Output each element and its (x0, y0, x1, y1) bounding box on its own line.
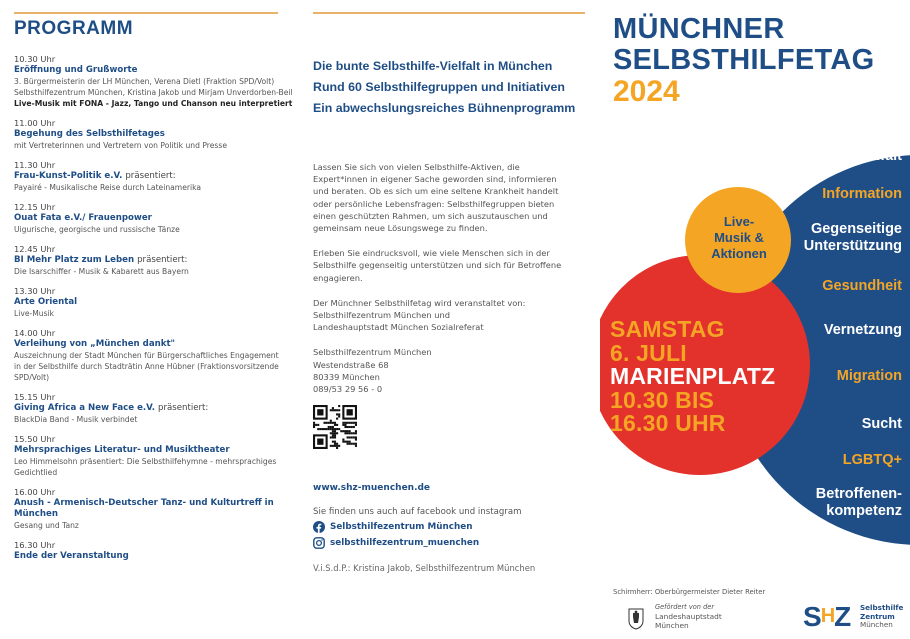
program-item (14, 487, 294, 531)
program-name (14, 551, 294, 562)
act-name: Frau-Kunst-Politik e.V. (14, 171, 123, 181)
facebook-label: Selbsthilfezentrum München (330, 522, 473, 533)
program-item (14, 118, 294, 151)
date-line: 6. JULI (610, 339, 687, 366)
title-line: SELBSTHILFETAG (613, 44, 875, 76)
program-description: 3. Bürgermeisterin der LH München, Verena Dietl (Fraktion SPD/Volt) (14, 77, 275, 86)
facebook-link[interactable] (313, 521, 585, 533)
topic-label (816, 486, 902, 520)
divider (313, 12, 585, 14)
act-name: Verleihung von „München dankt" (14, 339, 176, 349)
phone-number: 089/53 29 56 - 0 (313, 384, 383, 395)
topic-list (600, 0, 910, 639)
program-name (14, 297, 294, 308)
time-line: 10.30 BIS (610, 386, 715, 413)
topic-label (837, 368, 902, 385)
program-item (14, 328, 294, 383)
topic-label (824, 322, 902, 339)
headlines (313, 56, 585, 119)
topic-line: Unterstützung (803, 238, 902, 254)
info-column (313, 56, 585, 573)
program-time: 16.00 Uhr (14, 487, 56, 497)
qr-code[interactable] (313, 405, 357, 477)
text-line: Der Münchner Selbsthilfetag wird veranstaltet von: (313, 297, 526, 308)
presents-label: präsentiert: (158, 403, 209, 413)
experience-paragraph (313, 247, 585, 284)
shz-name-line: Zentrum (860, 611, 895, 621)
program-name (14, 339, 294, 350)
divider (14, 12, 278, 14)
topic-label (822, 186, 902, 203)
topic-line: Sucht (861, 416, 902, 432)
website-link[interactable]: www.shz-muenchen.de (313, 483, 431, 494)
organizer-paragraph (313, 297, 585, 334)
program-item (14, 286, 294, 319)
topic-line: Vielfalt (854, 148, 902, 164)
social-intro: Sie finden uns auch auf facebook und instagram (313, 507, 522, 518)
logo-letter: S (803, 601, 821, 632)
program-time: 15.15 Uhr (14, 392, 56, 402)
act-name: Giving Africa a New Face e.V. (14, 403, 155, 413)
text-line: Selbsthilfe gegenseitig unterstützen und sich für Betroffene (313, 260, 562, 271)
program-time: 10.30 Uhr (14, 54, 56, 64)
topic-line: Vernetzung (823, 322, 902, 338)
date-line: SAMSTAG (610, 316, 725, 342)
text-line: Landeshauptstadt München Sozialreferat (313, 322, 484, 333)
address-line: Selbsthilfezentrum München (313, 347, 432, 358)
program-description: Selbsthilfezentrum München, Kristina Jakob und Mirjam Unverdorben-Beil (14, 88, 293, 97)
funding-line: Landeshauptstadt (655, 612, 722, 621)
patron-note: Schirmherr: Oberbürgermeister Dieter Reiter (613, 588, 766, 596)
topic-line: Gesundheit (822, 278, 902, 294)
logo-letter: Z (834, 601, 851, 632)
program-item (14, 54, 294, 109)
shz-name (860, 604, 903, 630)
program-description: Gesang und Tanz (14, 521, 79, 530)
text-line: oder persönliche Lebensfragen: Selbsthilfegruppen bieten (313, 198, 555, 209)
topic-line: Betroffenen- (815, 486, 902, 502)
program-name (14, 65, 294, 76)
shz-logo (803, 600, 857, 632)
headline: Die bunte Selbsthilfe-Vielfalt in München (313, 59, 553, 73)
program-name (14, 498, 294, 520)
text-line: Erleben Sie eindrucksvoll, wie viele Menschen sich in der (313, 248, 550, 259)
address-block (313, 346, 585, 395)
program-description: Payairé - Musikalische Reise durch Lateinamerika (14, 183, 202, 192)
text-line: und beraten. Ob es sich um eine seltene Krankheit handelt (313, 186, 559, 197)
instagram-link[interactable] (313, 537, 585, 549)
program-name (14, 255, 294, 266)
topic-line: kompetenz (826, 503, 902, 519)
badge-line: Musik & (714, 230, 764, 245)
facebook-icon (313, 521, 325, 533)
program-time: 11.00 Uhr (14, 118, 56, 128)
badge-line: Live- (723, 214, 755, 229)
topic-label (822, 278, 902, 295)
program-item (14, 392, 294, 425)
shz-name-line: München (860, 620, 893, 630)
topic-line: Information (822, 186, 902, 202)
program-description: Gedichtlied (14, 468, 58, 477)
program-description: SPD/Volt) (14, 373, 50, 382)
address-line: 80339 München (313, 371, 380, 382)
program-description: in der Selbsthilfe durch Stadträtin Anne Hübner (Fraktionsvorsitzende (14, 362, 279, 371)
topic-line: Gegenseitige (810, 221, 902, 237)
badge-line: Aktionen (711, 246, 767, 261)
time-line: 16.30 UHR (610, 410, 726, 436)
intro-paragraph (313, 161, 585, 234)
act-name: Ende der Veranstaltung (14, 551, 129, 561)
program-name (14, 171, 294, 182)
program-description: Auszeichnung der Stadt München für Bürgerschaftliches Engagement (14, 351, 279, 360)
program-description: BlackDia Band - Musik verbindet (14, 415, 138, 424)
topic-line: LGBTQ+ (842, 452, 902, 468)
funding-line: Gefördert von der (655, 603, 715, 611)
program-item (14, 540, 294, 562)
program-time: 12.15 Uhr (14, 202, 56, 212)
program-description: Die Isarschiffer - Musik & Kabarett aus Bayern (14, 267, 189, 276)
program-column (14, 18, 294, 571)
title-year: 2024 (613, 75, 680, 108)
program-name (14, 403, 294, 414)
title-line: MÜNCHNER (613, 13, 785, 45)
act-name: Begehung des Selbsthilfetages (14, 129, 165, 139)
instagram-icon (313, 537, 325, 549)
program-highlight: Live-Musik mit FONA - Jazz, Tango und Chanson neu interpretiert (14, 99, 293, 108)
program-item (14, 160, 294, 193)
topic-label (862, 416, 902, 433)
topic-label (855, 148, 902, 165)
event-location: MARIENPLATZ (610, 363, 776, 389)
program-name (14, 213, 294, 224)
program-time: 12.45 Uhr (14, 244, 56, 254)
text-line: gemeinsam neue Lösungswege zu finden. (313, 223, 488, 234)
program-item (14, 202, 294, 235)
program-description: Leo Himmelsohn präsentiert: Die Selbsthilfehymne - mehrsprachiges (14, 457, 277, 466)
text-line: Lassen Sie sich von vielen Selbsthilfe-Aktiven, die (313, 162, 520, 172)
program-list (14, 54, 294, 562)
presents-label: präsentiert: (125, 171, 176, 181)
text-line: einen geschützten Rahmen, um sich auszutauschen und (313, 210, 548, 221)
instagram-label: selbsthilfezentrum_muenchen (330, 538, 480, 549)
text-line: Expert*innen in eigener Sache geworden sind, informieren (313, 174, 557, 185)
act-name: Eröffnung und Grußworte (14, 65, 138, 75)
program-name (14, 445, 294, 456)
act-name: Ouat Fata e.V./ Frauenpower (14, 213, 152, 223)
program-item (14, 244, 294, 277)
act-name: Arte Oriental (14, 297, 78, 307)
program-description: Uigurische, georgische und russische Tänze (14, 225, 180, 234)
program-description: mit Vertreterinnen und Vertretern von Politik und Presse (14, 141, 227, 150)
presents-label: präsentiert: (137, 255, 188, 265)
text-line: engagieren. (313, 272, 363, 283)
program-time: 14.00 Uhr (14, 328, 56, 338)
topic-label (843, 452, 902, 469)
shz-name-line: Selbsthilfe (860, 603, 904, 612)
topic-line: Migration (836, 368, 902, 384)
text-line: Selbsthilfezentrum München und (313, 310, 451, 321)
program-title: PROGRAMM (14, 18, 134, 39)
imprint: V.i.S.d.P.: Kristina Jakob, Selbsthilfezentrum München (313, 563, 536, 574)
funding-note (655, 603, 722, 630)
logo-letter: H (820, 605, 835, 627)
munich-crest-icon (628, 608, 644, 630)
act-name: Mehrsprachiges Literatur- und Musiktheater (14, 445, 230, 455)
program-time: 16.30 Uhr (14, 540, 56, 550)
act-name: BI Mehr Platz zum Leben (14, 255, 135, 265)
program-item (14, 434, 294, 478)
address-line: Westendstraße 68 (313, 359, 389, 370)
act-name: Anush - Armenisch-Deutscher Tanz- und Kulturtreff in München (14, 498, 274, 519)
topic-label (804, 221, 902, 255)
program-name (14, 129, 294, 140)
program-time: 15.50 Uhr (14, 434, 56, 444)
program-description: Live-Musik (14, 309, 55, 318)
program-time: 13.30 Uhr (14, 286, 56, 296)
funding-line: München (655, 621, 689, 630)
program-time: 11.30 Uhr (14, 160, 56, 170)
headline: Rund 60 Selbsthilfegruppen und Initiativen (313, 80, 565, 94)
headline: Ein abwechslungsreiches Bühnenprogramm (313, 101, 576, 115)
